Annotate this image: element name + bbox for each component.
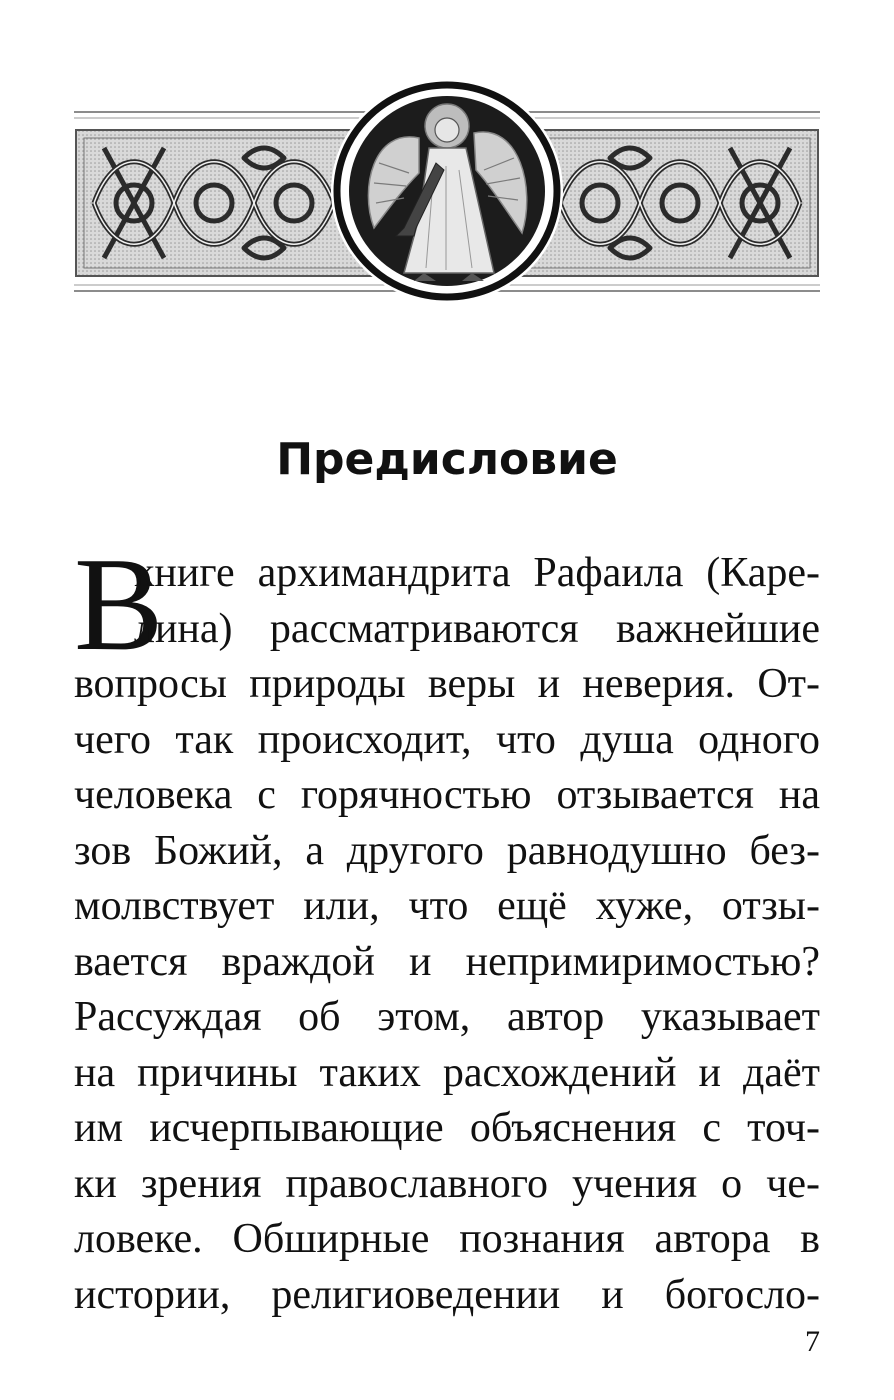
text-line: человека с горячностью отзывается на	[74, 772, 820, 818]
text-line: ки зрения православного учения о че-	[74, 1160, 820, 1207]
text-line: книге архимандрита Рафаила (Каре-	[134, 550, 820, 596]
text-line: истории, религиоведении и богосло-	[74, 1271, 820, 1318]
text-line: ловеке. Обширные познания автора в	[74, 1216, 820, 1262]
page-title: Предисловие	[276, 434, 618, 485]
body-text	[74, 530, 820, 1323]
page-number: 7	[805, 1325, 820, 1358]
headpiece-ornament	[74, 78, 820, 304]
text-line: им исчерпывающие объяснения с точ-	[74, 1105, 820, 1151]
text-line: лина) рассматриваются важнейшие	[134, 605, 820, 652]
text-line: молвствует или, что ещё хуже, отзы-	[74, 883, 820, 929]
text-line: Рассуждая об этом, автор указывает	[74, 994, 820, 1040]
text-line: на причины таких расхождений и даёт	[74, 1049, 820, 1096]
angel-trumpet-medallion-icon	[74, 78, 820, 304]
text-line: вопросы природы веры и неверия. От-	[74, 661, 820, 707]
text-line: зов Божий, а другого равнодушно без-	[74, 827, 820, 874]
text-line: вается враждой и непримиримостью?	[74, 938, 820, 985]
drop-cap: В	[74, 530, 164, 678]
text-line: чего так происходит, что душа одного	[74, 716, 820, 763]
